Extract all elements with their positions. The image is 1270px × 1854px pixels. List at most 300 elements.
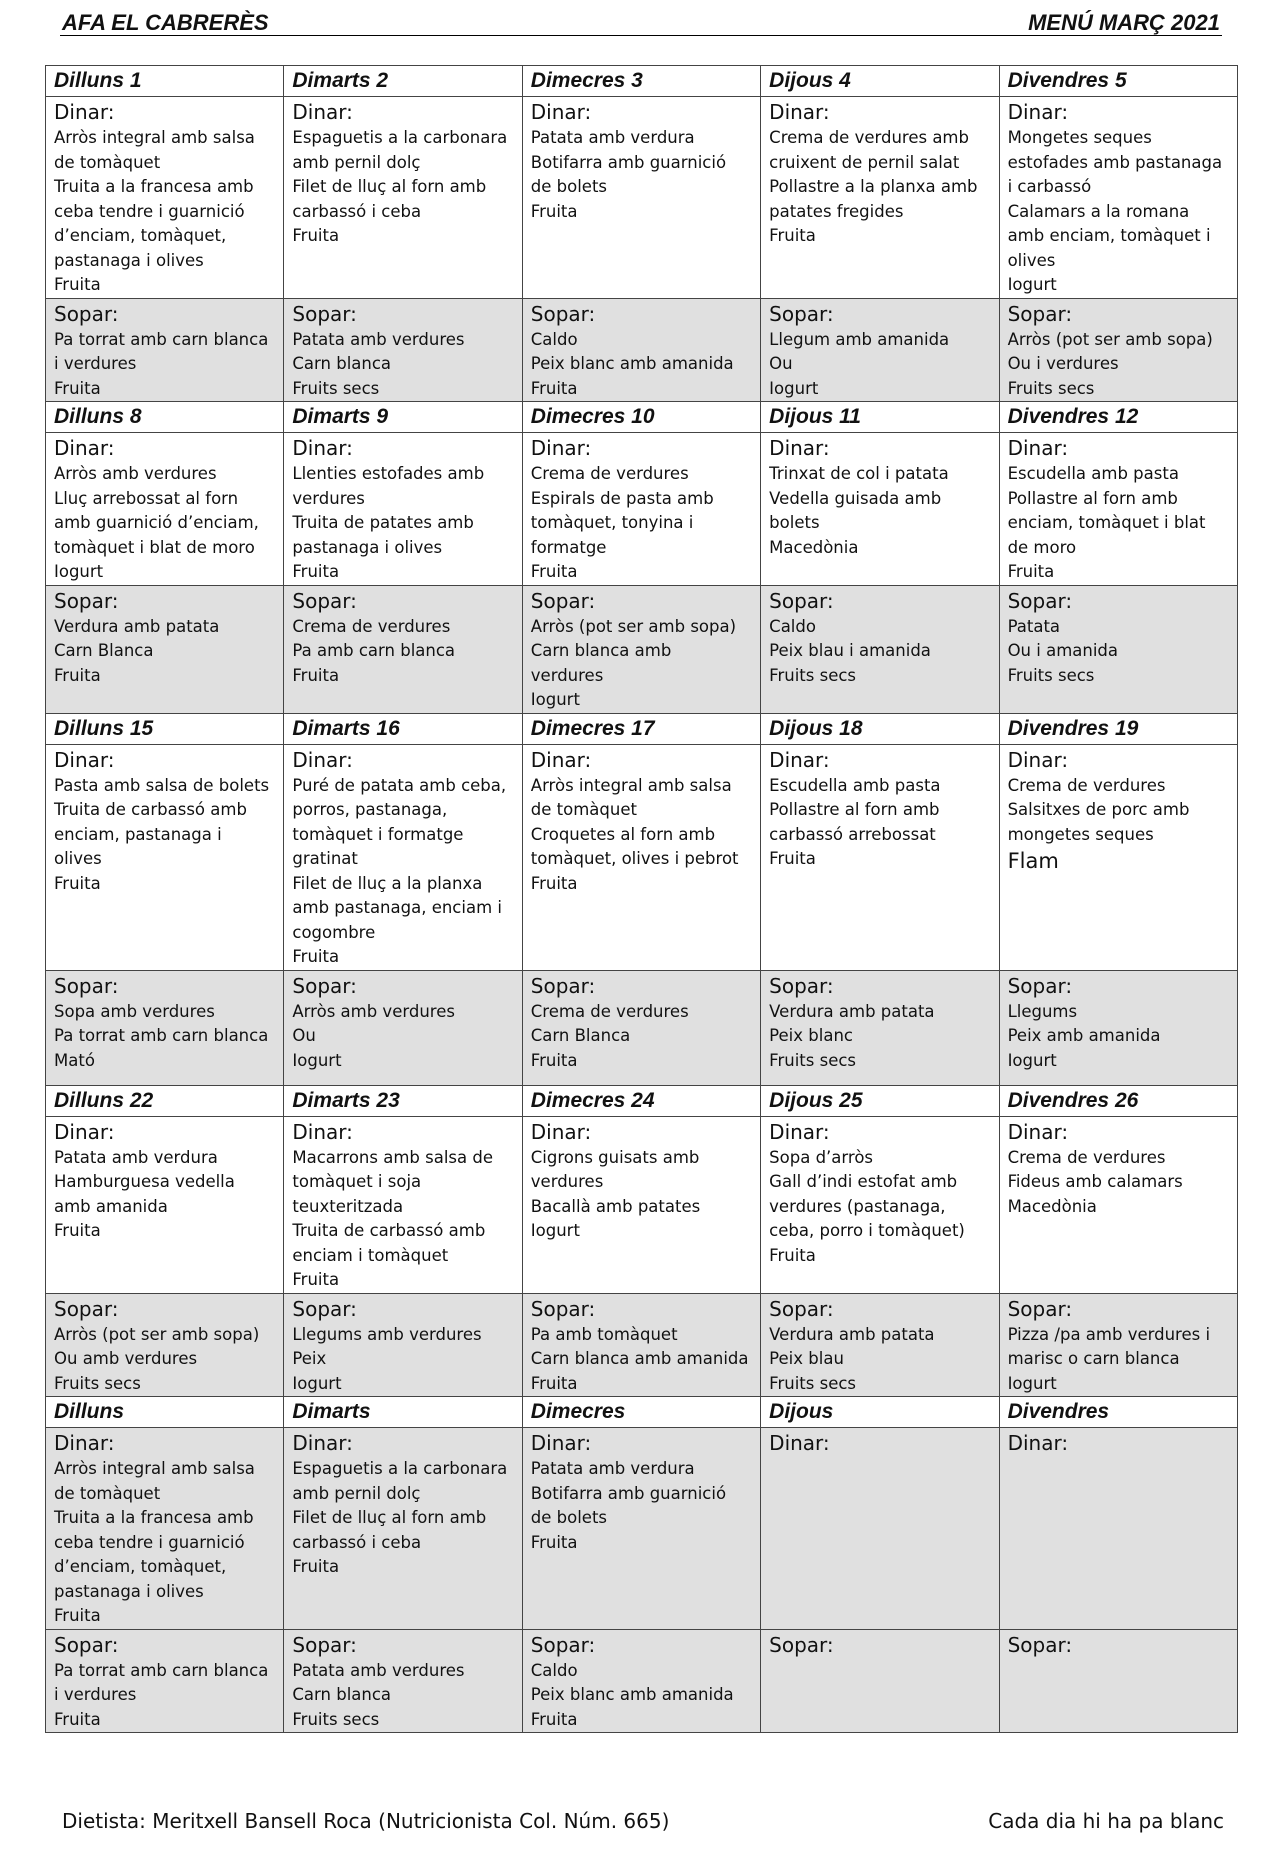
day-header-row <box>46 1085 1238 1116</box>
sopar-label: Sopar: <box>292 301 357 326</box>
sopar-label: Sopar: <box>769 588 834 613</box>
day-name: Dimarts <box>284 1397 522 1428</box>
dish-item: Arròs amb verdures <box>292 1001 455 1021</box>
dinar-label: Dinar: <box>54 1119 115 1144</box>
dish-item: enciam, tomàquet i blat <box>1007 513 1206 532</box>
dish-item: patates fregides <box>769 201 904 221</box>
dish-item: tomàquet, tonyina i <box>530 513 694 532</box>
dish-item: Iogurt <box>1007 1373 1057 1393</box>
dish-item: Truita de carbassó amb <box>292 1221 486 1240</box>
dinar-cell <box>284 1428 522 1630</box>
dish-item: Croquetes al forn amb <box>530 824 716 844</box>
dinar-cell <box>999 97 1237 299</box>
dish-item: Fruits secs <box>1007 378 1095 398</box>
dish-item: Fruita <box>292 1557 340 1576</box>
dish-item: pastanaga i olives <box>292 537 443 557</box>
dish-item: Patata amb verdures <box>292 329 465 349</box>
dish-item: Ou <box>769 354 793 373</box>
sopar-cell <box>46 298 284 402</box>
dish-item: Pollastre al forn amb <box>1007 488 1178 508</box>
dinar-cell <box>46 744 284 970</box>
dinar-label: Dinar: <box>530 100 592 124</box>
dish-item: Fruita <box>54 378 101 398</box>
dish-item: tomàquet i soja <box>292 1172 422 1191</box>
dish-item: Fruita <box>530 201 578 221</box>
sopar-cell <box>46 1629 284 1733</box>
dish-item: Fruita <box>530 1373 578 1393</box>
dish-item: carbassó i ceba <box>292 1532 422 1552</box>
sopar-label: Sopar: <box>292 1632 357 1657</box>
dinar-label: Dinar: <box>769 747 830 772</box>
dish-item: Iogurt <box>54 562 104 581</box>
dietitian-credit: Dietista: Meritxell Bansell Roca (Nutricionista Col. Núm. 665) <box>62 1809 670 1833</box>
dish-item: amb guarnició d’enciam, <box>54 513 259 532</box>
dish-item: Llegums amb verdures <box>292 1324 482 1344</box>
sopar-cell <box>46 585 284 713</box>
dish-item: Fruita <box>530 873 578 893</box>
dinar-row <box>46 1116 1238 1293</box>
dish-item: olives <box>1007 250 1056 270</box>
dish-item: pastanaga i olives <box>54 250 204 270</box>
dish-item: Carn blanca <box>292 1685 392 1704</box>
sopar-cell <box>284 1293 522 1397</box>
day-name: Dilluns 1 <box>46 66 284 97</box>
dish-item: Fruits secs <box>292 1709 380 1729</box>
sopar-cell <box>999 970 1237 1085</box>
dish-item: Crema de verdures <box>530 1001 689 1021</box>
dish-item: mongetes seques <box>1007 824 1154 844</box>
dish-item: Espaguetis a la carbonara <box>292 1459 508 1478</box>
sopar-cell <box>522 585 760 713</box>
sopar-label: Sopar: <box>54 588 119 613</box>
dish-item: amb enciam, tomàquet i <box>1007 226 1211 245</box>
dish-item: de tomàquet <box>54 152 161 172</box>
dish-item: Trinxat de col i patata <box>769 464 949 483</box>
dish-item: i verdures <box>54 1685 137 1704</box>
dish-item: Carn blanca amb <box>530 641 672 660</box>
dinar-label: Dinar: <box>769 436 830 460</box>
dish-item: Mató <box>54 1050 95 1070</box>
sopar-cell <box>284 585 522 713</box>
dinar-label: Dinar: <box>54 1431 115 1455</box>
sopar-cell <box>761 585 999 713</box>
dinar-cell <box>522 433 760 586</box>
sopar-label: Sopar: <box>530 1296 596 1321</box>
sopar-label: Sopar: <box>769 1296 834 1321</box>
dish-item: Salsitxes de porc amb <box>1007 800 1190 819</box>
sopar-cell <box>999 298 1237 402</box>
dish-item: Arròs integral amb salsa <box>54 1459 255 1478</box>
day-name: Dimarts 2 <box>284 66 522 97</box>
dish-item: Fruita <box>292 947 340 966</box>
dinar-row <box>46 744 1238 970</box>
dish-item: Truita de carbassó amb <box>54 800 247 819</box>
sopar-label: Sopar: <box>54 301 119 326</box>
dinar-label: Dinar: <box>292 747 353 772</box>
dish-item: ceba tendre i guarnició <box>54 201 245 221</box>
dish-item: de tomàquet <box>54 1483 161 1503</box>
sopar-label: Sopar: <box>292 1296 357 1321</box>
dish-item: Truita a la francesa amb <box>54 177 254 196</box>
dish-item: Fruita <box>292 226 340 245</box>
dinar-label: Dinar: <box>530 1119 592 1144</box>
dish-item: enciam i tomàquet <box>292 1245 449 1265</box>
dish-item: carbassó arrebossat <box>769 824 936 844</box>
menu-title: MENÚ MARÇ 2021 <box>1028 10 1220 35</box>
dinar-cell <box>46 1116 284 1293</box>
dish-item: cogombre <box>292 922 376 942</box>
dish-item: Ou amb verdures <box>54 1349 198 1368</box>
dish-item: Patata amb verdura <box>530 1459 695 1478</box>
dinar-cell <box>522 1116 760 1293</box>
dish-item: Sopa d’arròs <box>769 1147 874 1167</box>
day-name: Dilluns <box>46 1397 284 1428</box>
dinar-label: Dinar: <box>530 1431 592 1455</box>
dish-item: Iogurt <box>769 378 819 398</box>
day-name: Dijous 18 <box>761 713 999 744</box>
dinar-cell <box>761 744 999 970</box>
dish-item: Botifarra amb guarnició <box>530 152 727 172</box>
day-header-row <box>46 713 1238 744</box>
dish-item: Escudella amb pasta <box>769 775 941 795</box>
dinar-cell <box>999 1116 1237 1293</box>
dish-item: Verdura amb patata <box>769 1001 935 1021</box>
dish-item: de bolets <box>530 177 608 196</box>
dish-item: Patata amb verdura <box>54 1147 218 1167</box>
dish-item: olives <box>54 849 102 868</box>
day-name: Divendres 26 <box>999 1085 1237 1116</box>
sopar-label: Sopar: <box>1007 1632 1073 1657</box>
dinar-label: Dinar: <box>1007 100 1069 124</box>
dish-item: Arròs integral amb salsa <box>54 128 255 147</box>
dish-item: Crema de verdures <box>1007 775 1166 795</box>
sopar-cell <box>761 970 999 1085</box>
dish-item: formatge <box>530 537 607 557</box>
dish-item: Hamburguesa vedella <box>54 1172 235 1191</box>
dinar-label: Dinar: <box>769 1119 830 1144</box>
day-name: Divendres <box>999 1397 1237 1428</box>
dish-item: verdures <box>530 1172 604 1191</box>
sopar-label: Sopar: <box>769 301 834 326</box>
sopar-row <box>46 1293 1238 1397</box>
dish-item: Arròs amb verdures <box>54 464 217 483</box>
dish-item: Peix <box>292 1349 327 1368</box>
dinar-cell <box>522 97 760 299</box>
dish-item: amb pastanaga, enciam i <box>292 898 502 917</box>
sopar-label: Sopar: <box>769 1632 834 1657</box>
page-header <box>60 10 1222 36</box>
day-name: Dimecres <box>522 1397 760 1428</box>
dish-item: Crema de verdures <box>530 464 689 483</box>
dish-item: Arròs (pot ser amb sopa) <box>1007 329 1213 349</box>
dinar-label: Dinar: <box>1007 1431 1069 1455</box>
dish-item: Puré de patata amb ceba, <box>292 775 507 795</box>
dinar-label: Dinar: <box>1007 1119 1069 1144</box>
dish-item: Fruita <box>530 378 578 398</box>
dinar-label: Dinar: <box>54 436 115 460</box>
sopar-cell <box>284 970 522 1085</box>
dish-item: Filet de lluç al forn amb <box>292 177 487 196</box>
bread-note: Cada dia hi ha pa blanc <box>988 1809 1224 1833</box>
sopar-cell <box>999 1293 1237 1397</box>
dish-item: Lluç arrebossat al forn <box>54 488 239 508</box>
dish-item: cruixent de pernil salat <box>769 152 960 172</box>
day-name: Dijous 11 <box>761 402 999 433</box>
dish-item: Peix blau i amanida <box>769 641 931 660</box>
dish-item: Fruita <box>530 1709 578 1729</box>
dinar-cell <box>999 744 1237 970</box>
dish-item: Filet de lluç al forn amb <box>292 1508 487 1527</box>
dish-item: Carn blanca <box>292 354 392 373</box>
dinar-label: Dinar: <box>54 100 115 124</box>
dish-item: Llenties estofades amb <box>292 464 485 483</box>
day-name: Dilluns 8 <box>46 402 284 433</box>
dish-item: Truita a la francesa amb <box>54 1508 254 1527</box>
sopar-cell <box>761 1293 999 1397</box>
dish-item: amb pernil dolç <box>292 152 421 172</box>
dish-item: Espirals de pasta amb <box>530 488 714 508</box>
dish-item: tomàquet, olives i pebrot <box>530 849 739 868</box>
dish-item: Vedella guisada amb <box>769 488 942 508</box>
dish-item: Peix blanc <box>769 1026 853 1045</box>
dish-item: ceba tendre i guarnició <box>54 1532 245 1552</box>
dish-item: Iogurt <box>530 690 580 709</box>
day-name: Dimecres 24 <box>522 1085 760 1116</box>
dish-item: enciam, pastanaga i <box>54 824 222 844</box>
dish-item: teuxteritzada <box>292 1196 404 1216</box>
dish-item: Carn Blanca <box>530 1026 631 1045</box>
dish-item: Patata amb verdures <box>292 1660 465 1680</box>
dish-item: Fruita <box>54 873 101 893</box>
dish-item: Pa torrat amb carn blanca <box>54 329 269 349</box>
dish-item: Peix blanc amb amanida <box>530 354 734 373</box>
sopar-cell <box>522 1629 760 1733</box>
dish-item: Fruita <box>292 1270 340 1289</box>
dish-item: Llegum amb amanida <box>769 329 950 349</box>
dish-item: Pollastre a la planxa amb <box>769 177 978 196</box>
dish-item: amb amanida <box>54 1196 168 1216</box>
dish-item: de moro <box>1007 537 1077 557</box>
sopar-cell <box>46 970 284 1085</box>
dish-item: Patata amb verdura <box>530 128 695 147</box>
dinar-label: Dinar: <box>292 100 353 124</box>
dish-item: Fruits secs <box>769 1050 857 1070</box>
day-name: Dijous 25 <box>761 1085 999 1116</box>
dish-item: Fruits secs <box>1007 665 1095 685</box>
dish-item: Patata <box>1007 616 1061 636</box>
dish-item: Verdura amb patata <box>54 616 220 636</box>
dish-item: Ou <box>292 1026 316 1045</box>
dish-item: Caldo <box>530 1660 578 1680</box>
day-name: Dimecres 10 <box>522 402 760 433</box>
dinar-cell <box>46 1428 284 1630</box>
day-name: Divendres 5 <box>999 66 1237 97</box>
sopar-cell <box>284 1629 522 1733</box>
day-header-row <box>46 1397 1238 1428</box>
dish-item: Fruita <box>292 665 340 685</box>
sopar-cell <box>522 1293 760 1397</box>
dish-item: Arròs (pot ser amb sopa) <box>530 616 737 636</box>
dish-item: Arròs (pot ser amb sopa) <box>54 1324 260 1344</box>
dish-item: Pa amb tomàquet <box>530 1324 678 1344</box>
sopar-row <box>46 1629 1238 1733</box>
dish-item: Caldo <box>530 329 578 349</box>
dish-item: Iogurt <box>530 1221 580 1240</box>
dish-item: Espaguetis a la carbonara <box>292 128 508 147</box>
dish-item: Fruita <box>54 275 101 294</box>
sopar-label: Sopar: <box>292 588 357 613</box>
dish-item: amb pernil dolç <box>292 1483 421 1503</box>
dish-item: Botifarra amb guarnició <box>530 1483 727 1503</box>
dish-item: Ou i verdures <box>1007 354 1119 373</box>
dish-item: Fruita <box>769 1245 816 1265</box>
dish-item: Calamars a la romana <box>1007 201 1190 221</box>
dish-item: Fruita <box>54 1606 101 1625</box>
sopar-label: Sopar: <box>769 973 834 998</box>
dish-item: Pizza /pa amb verdures i <box>1007 1324 1211 1344</box>
dish-item: Fruits secs <box>54 1373 141 1393</box>
dinar-cell <box>522 1428 760 1630</box>
dinar-row <box>46 433 1238 586</box>
day-name: Dimarts 16 <box>284 713 522 744</box>
day-header-row <box>46 66 1238 97</box>
dish-item: Pollastre al forn amb <box>769 800 940 819</box>
dish-item: Macarrons amb salsa de <box>292 1147 494 1167</box>
dinar-cell <box>284 433 522 586</box>
dish-item: Macedònia <box>1007 1196 1097 1216</box>
dinar-row <box>46 1428 1238 1630</box>
dish-item: Fruita <box>1007 562 1055 581</box>
dinar-label: Dinar: <box>1007 436 1069 460</box>
dish-item: Peix blanc amb amanida <box>530 1685 734 1704</box>
dinar-cell <box>522 744 760 970</box>
dish-item: ceba, porro i tomàquet) <box>769 1221 965 1240</box>
dish-item: Fruita <box>769 849 816 868</box>
sopar-cell <box>522 970 760 1085</box>
dish-item: Fruits secs <box>769 1373 857 1393</box>
dish-item: Gall d’indi estofat amb <box>769 1172 958 1191</box>
dish-item: Pa torrat amb carn blanca <box>54 1660 269 1680</box>
dish-item: Iogurt <box>1007 275 1057 294</box>
dish-item: Mongetes seques <box>1007 128 1152 147</box>
sopar-label: Sopar: <box>54 973 119 998</box>
dish-item: Fruita <box>769 226 816 245</box>
dish-item: Pasta amb salsa de bolets <box>54 775 270 795</box>
dish-item: Fruita <box>530 1050 578 1070</box>
dish-item: verdures (pastanaga, <box>769 1196 946 1216</box>
dish-item: Bacallà amb patates <box>530 1196 701 1216</box>
dish-item: i carbassó <box>1007 177 1092 196</box>
dish-item: Fruits secs <box>292 378 380 398</box>
dish-item: Crema de verdures <box>292 616 451 636</box>
dish-item: Crema de verdures amb <box>769 128 969 147</box>
dish-item: d’enciam, tomàquet, <box>54 1557 227 1576</box>
day-name: Dilluns 15 <box>46 713 284 744</box>
sopar-label: Sopar: <box>530 588 596 613</box>
dinar-label: Dinar: <box>292 436 353 460</box>
dish-item: verdures <box>292 488 365 508</box>
sopar-label: Sopar: <box>54 1296 119 1321</box>
sopar-cell <box>761 298 999 402</box>
sopar-cell <box>999 1629 1237 1733</box>
dish-item: Escudella amb pasta <box>1007 464 1179 483</box>
dish-item: Pa torrat amb carn blanca <box>54 1026 269 1045</box>
dinar-label: Dinar: <box>530 436 592 460</box>
dish-item: Macedònia <box>769 537 859 557</box>
dish-item: Filet de lluç a la planxa <box>292 873 483 893</box>
dish-item: Ou i amanida <box>1007 641 1119 660</box>
sopar-label: Sopar: <box>530 973 596 998</box>
dish-item: Verdura amb patata <box>769 1324 935 1344</box>
dinar-cell <box>284 744 522 970</box>
dish-item: d’enciam, tomàquet, <box>54 226 227 245</box>
sopar-cell <box>999 585 1237 713</box>
day-name: Dimarts 23 <box>284 1085 522 1116</box>
dish-item: Iogurt <box>292 1050 342 1070</box>
dish-item: Iogurt <box>292 1373 342 1393</box>
day-name: Dijous <box>761 1397 999 1428</box>
day-name: Dilluns 22 <box>46 1085 284 1116</box>
sopar-label: Sopar: <box>1007 1296 1073 1321</box>
day-name: Divendres 19 <box>999 713 1237 744</box>
dinar-cell <box>761 433 999 586</box>
dish-item: Peix amb amanida <box>1007 1026 1161 1045</box>
sopar-label: Sopar: <box>530 1632 596 1657</box>
dish-item: Crema de verdures <box>1007 1147 1166 1167</box>
menu-table <box>45 65 1238 1733</box>
dish-item: de bolets <box>530 1508 608 1527</box>
dish-item: Fruita <box>54 1221 101 1240</box>
sopar-row <box>46 970 1238 1085</box>
dish-item: Fideus amb calamars <box>1007 1172 1183 1191</box>
sopar-label: Sopar: <box>1007 301 1073 326</box>
dish-item: Iogurt <box>1007 1050 1057 1070</box>
dish-item: Sopa amb verdures <box>54 1001 215 1021</box>
dinar-cell <box>761 1428 999 1630</box>
dish-item: Llegums <box>1007 1001 1078 1021</box>
dish-item: Pa amb carn blanca <box>292 641 456 660</box>
day-header-row <box>46 402 1238 433</box>
dinar-cell <box>284 97 522 299</box>
sopar-label: Sopar: <box>1007 973 1073 998</box>
dinar-cell <box>999 433 1237 586</box>
sopar-label: Sopar: <box>292 973 357 998</box>
sopar-label: Sopar: <box>54 1632 119 1657</box>
dish-item: Fruita <box>54 665 101 685</box>
dish-item: Truita de patates amb <box>292 513 474 532</box>
dish-item: Flam <box>1007 849 1059 873</box>
dish-item: carbassó i ceba <box>292 201 422 221</box>
dish-item: Fruits secs <box>769 665 857 685</box>
dish-item: tomàquet i formatge <box>292 824 464 844</box>
sopar-label: Sopar: <box>1007 588 1073 613</box>
sopar-row <box>46 585 1238 713</box>
dinar-cell <box>284 1116 522 1293</box>
dinar-label: Dinar: <box>292 1119 353 1144</box>
dish-item: verdures <box>530 665 604 685</box>
dish-item: Fruita <box>530 1532 578 1552</box>
dish-item: de tomàquet <box>530 800 637 819</box>
sopar-cell <box>761 1629 999 1733</box>
dinar-label: Dinar: <box>769 100 830 124</box>
dish-item: tomàquet i blat de moro <box>54 537 255 557</box>
dinar-label: Dinar: <box>292 1431 353 1455</box>
day-name: Dijous 4 <box>761 66 999 97</box>
dish-item: marisc o carn blanca <box>1007 1349 1180 1368</box>
dinar-cell <box>761 1116 999 1293</box>
dinar-label: Dinar: <box>769 1431 830 1455</box>
dish-item: gratinat <box>292 849 358 868</box>
